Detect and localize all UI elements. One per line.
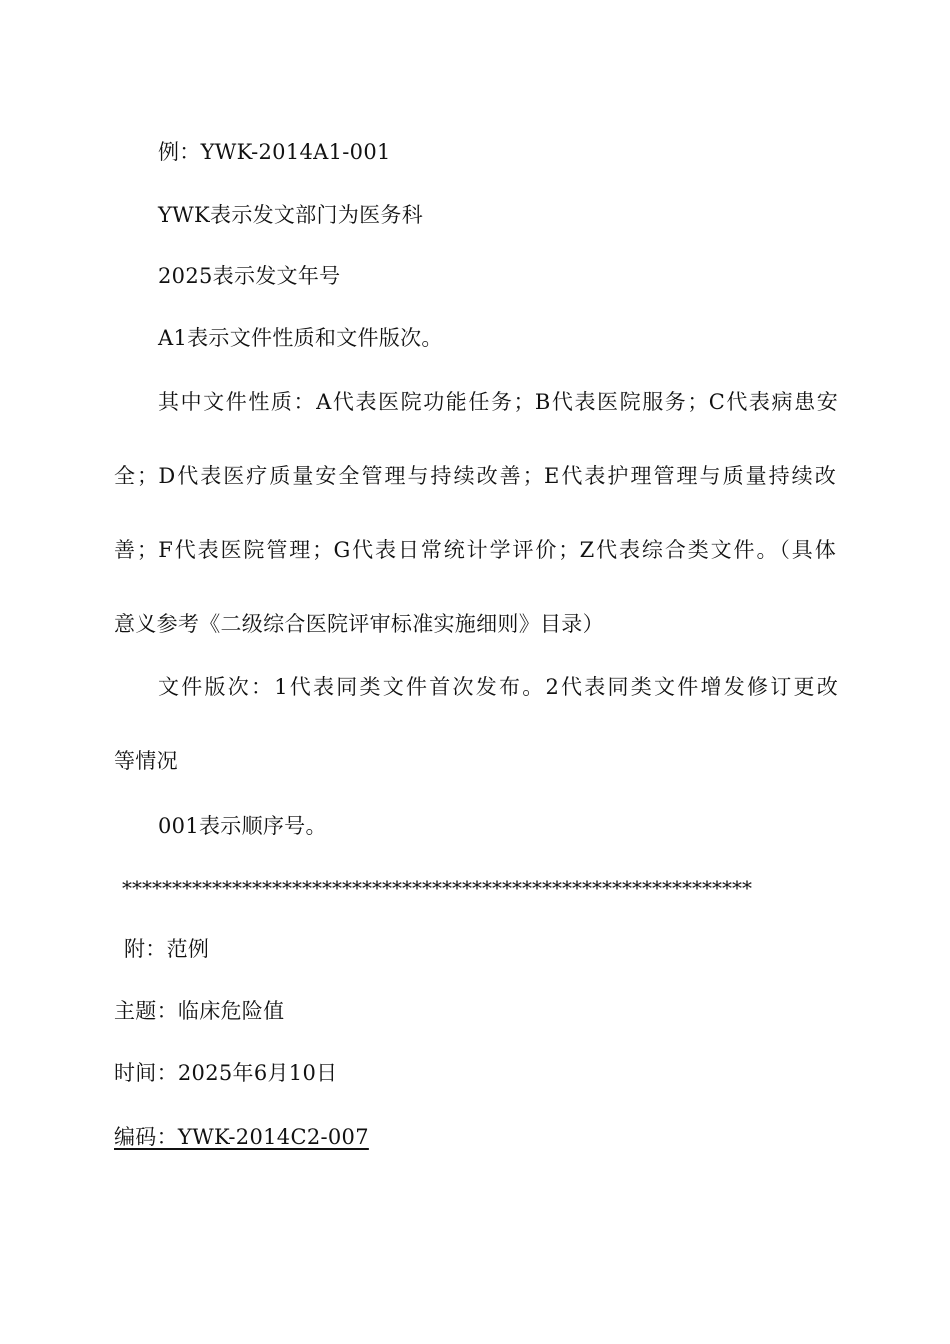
nature-line: A1表示文件性质和文件版次。 xyxy=(158,326,443,350)
version-paragraph-line-1: 文件版次：1代表同类文件首次发布。2代表同类文件增发修订更改 xyxy=(158,675,838,699)
divider: *************************************************************** xyxy=(122,876,752,900)
example-code-line: 例：YWK-2014A1-001 xyxy=(158,140,391,164)
nature-paragraph-line-3: 善；F代表医院管理；G代表日常统计学评价；Z代表综合类文件。（具体 xyxy=(114,538,836,562)
dept-line: YWK表示发文部门为医务科 xyxy=(158,203,424,227)
nature-paragraph-line-1: 其中文件性质：A代表医院功能任务；B代表医院服务；C代表病患安 xyxy=(158,390,838,414)
nature-paragraph-line-4: 意义参考《二级综合医院评审标准实施细则》目录） xyxy=(114,612,604,636)
sequence-line: 001表示顺序号。 xyxy=(158,814,327,838)
code-line: 编码：YWK-2014C2-007 xyxy=(114,1125,369,1149)
nature-paragraph-line-2: 全；D代表医疗质量安全管理与持续改善；E代表护理管理与质量持续改 xyxy=(114,464,836,488)
appendix-heading: 附：范例 xyxy=(124,937,210,961)
subject-line: 主题：临床危险值 xyxy=(114,999,285,1023)
date-line: 时间：2025年6月10日 xyxy=(114,1061,338,1085)
version-paragraph-line-2: 等情况 xyxy=(114,749,178,773)
year-line: 2025表示发文年号 xyxy=(158,264,341,288)
